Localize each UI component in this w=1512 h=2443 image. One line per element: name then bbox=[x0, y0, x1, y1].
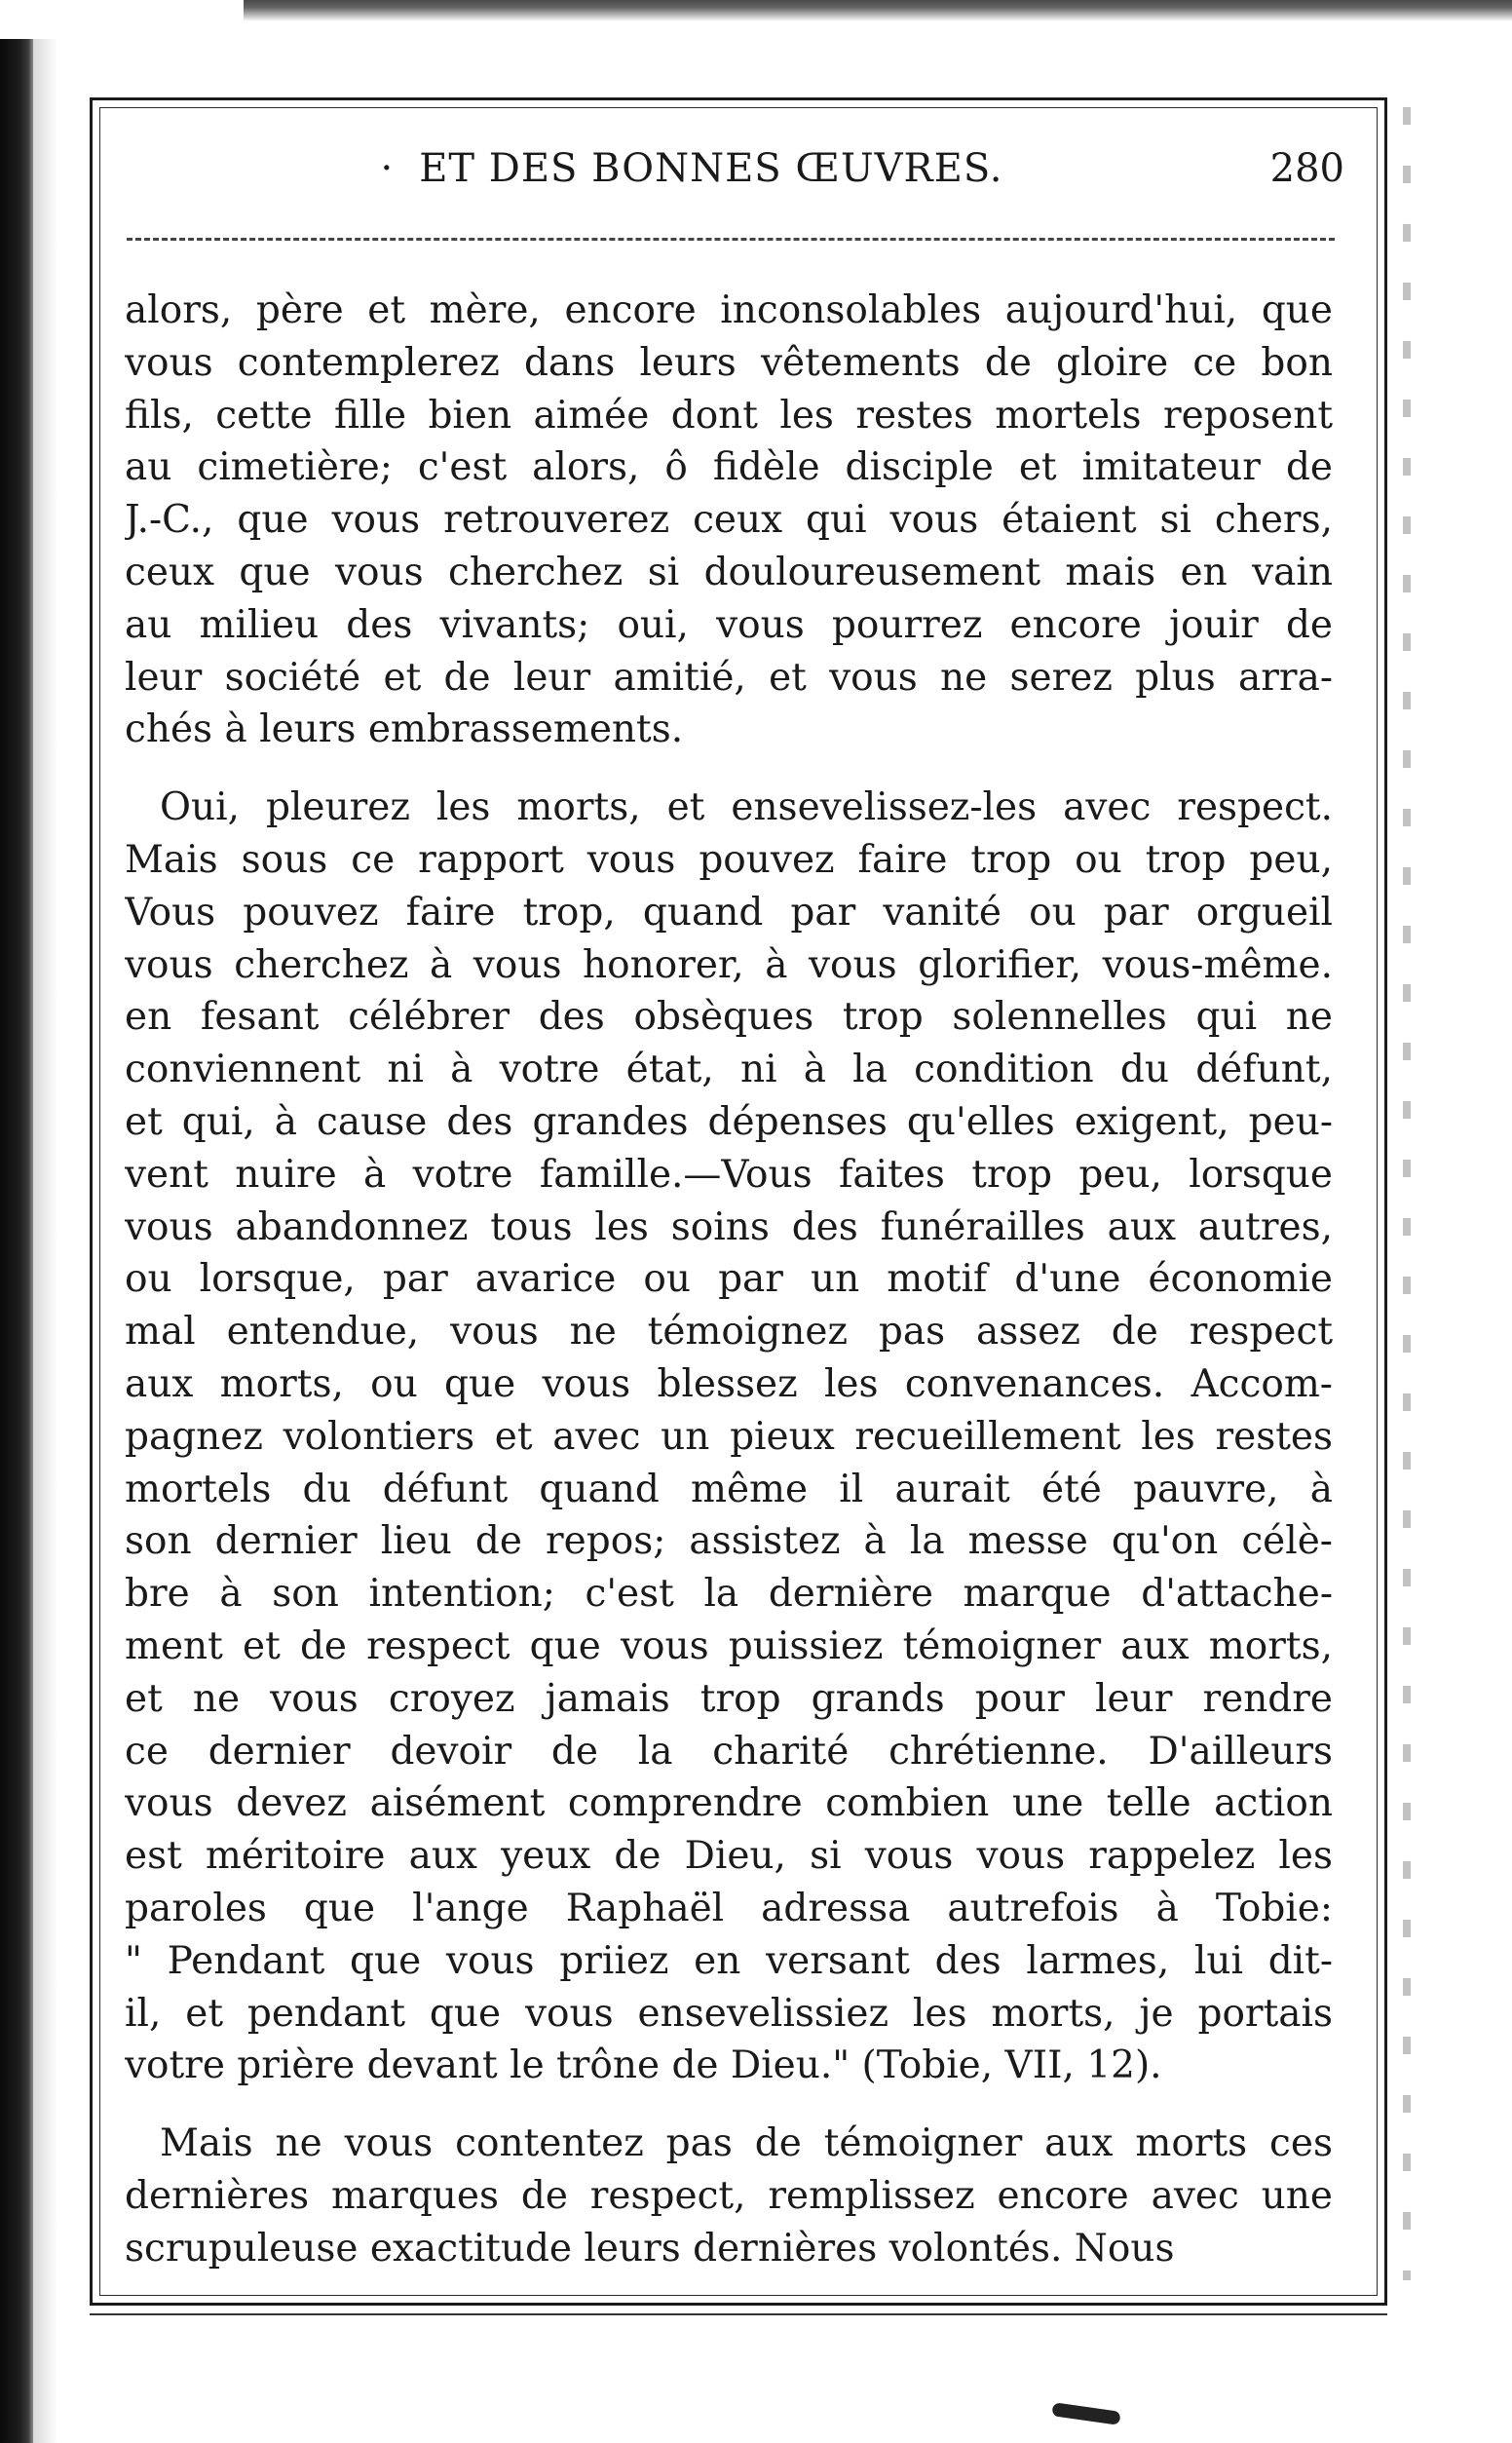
paragraph bbox=[125, 285, 1333, 756]
text-line: en fesant célébrer des obsèques trop solennelles qui ne bbox=[125, 995, 1333, 1040]
text-line: et qui, à cause des grandes dépenses qu'elles exigent, peu- bbox=[125, 1099, 1333, 1144]
binding-gutter bbox=[33, 39, 74, 2443]
text-line: vous abandonnez tous les soins des funérailles aux autres, bbox=[125, 1204, 1333, 1249]
text-line: fils, cette fille bien aimée dont les restes mortels reposent bbox=[125, 393, 1333, 438]
text-line: pagnez volontiers et avec un pieux recueillement les restes bbox=[125, 1414, 1333, 1459]
text-line: ou lorsque, par avarice ou par un motif d'une économie bbox=[125, 1257, 1333, 1302]
book-binding-shadow bbox=[0, 39, 33, 2443]
text-line: vous devez aisément comprendre combien une telle action bbox=[125, 1781, 1333, 1826]
paragraph bbox=[125, 2118, 1333, 2274]
text-line: et ne vous croyez jamais trop grands pour leur rendre bbox=[125, 1676, 1333, 1721]
paragraph-gap bbox=[125, 756, 1333, 782]
text-line: " Pendant que vous priiez en versant des larmes, lui dit- bbox=[125, 1938, 1333, 1983]
paragraph-gap bbox=[125, 2092, 1333, 2118]
text-line: vous contemplerez dans leurs vêtements de gloire ce bon bbox=[125, 340, 1333, 385]
text-line: paroles que l'ange Raphaël adressa autrefois à Tobie: bbox=[125, 1886, 1333, 1930]
paragraph bbox=[125, 782, 1333, 2092]
text-line: vous cherchez à vous honorer, à vous glorifier, vous-même. bbox=[125, 942, 1333, 987]
text-line: J.-C., que vous retrouverez ceux qui vous étaient si chers, bbox=[125, 498, 1333, 543]
text-line: Vous pouvez faire trop, quand par vanité ou par orgueil bbox=[125, 890, 1333, 935]
text-line: leur société et de leur amitié, et vous ne serez plus arra- bbox=[125, 655, 1333, 700]
text-line: son dernier lieu de repos; assistez à la messe qu'on célè- bbox=[125, 1519, 1333, 1564]
running-head bbox=[351, 146, 1033, 191]
text-line: ce dernier devoir de la charité chrétienne. D'ailleurs bbox=[125, 1729, 1333, 1774]
text-line: bre à son intention; c'est la dernière marque d'attache- bbox=[125, 1572, 1333, 1617]
text-line: au milieu des vivants; oui, vous pourrez encore jouir de bbox=[125, 602, 1333, 647]
text-line: Mais ne vous contentez pas de témoigner aux morts ces bbox=[160, 2121, 1333, 2166]
text-line: dernières marques de respect, remplissez encore avec une bbox=[125, 2173, 1333, 2218]
running-head-title: ET DES BONNES ŒUVRES. bbox=[419, 146, 1003, 191]
body-text bbox=[125, 285, 1333, 2274]
margin-marks bbox=[1403, 107, 1411, 2280]
text-line: chés à leurs embrassements. bbox=[125, 707, 684, 752]
text-line: Oui, pleurez les morts, et ensevelissez-les avec respect. bbox=[160, 785, 1333, 830]
page-number: 280 bbox=[1269, 146, 1344, 191]
text-line: mal entendue, vous ne témoignez pas assez de respect bbox=[125, 1310, 1333, 1355]
scan-top-smudge bbox=[244, 0, 1512, 21]
text-line: scrupuleuse exactitude leurs dernières volontés. Nous bbox=[125, 2226, 1175, 2271]
text-line: est méritoire aux yeux de Dieu, si vous vous rappelez les bbox=[125, 1834, 1333, 1879]
text-line: au cimetière; c'est alors, ô fidèle disciple et imitateur de bbox=[125, 445, 1333, 490]
text-line: conviennent ni à votre état, ni à la condition du défunt, bbox=[125, 1048, 1333, 1092]
text-line: Mais sous ce rapport vous pouvez faire trop ou trop peu, bbox=[125, 837, 1333, 882]
bottom-rule bbox=[90, 2313, 1387, 2315]
text-line: ceux que vous cherchez si douloureusement mais en vain bbox=[125, 550, 1333, 594]
running-head-bullet: · bbox=[380, 146, 395, 191]
text-line: il, et pendant que vous ensevelissiez les morts, je portais bbox=[125, 1991, 1333, 2036]
text-line: vent nuire à votre famille.—Vous faites trop peu, lorsque bbox=[125, 1152, 1333, 1197]
stray-ink-mark bbox=[1051, 2402, 1120, 2425]
text-line: votre prière devant le trône de Dieu." (Tobie, VII, 12). bbox=[125, 2043, 1162, 2088]
text-line: mortels du défunt quand même il aurait été pauvre, à bbox=[125, 1467, 1333, 1511]
header-rule bbox=[127, 238, 1335, 241]
text-line: aux morts, ou que vous blessez les convenances. Accom- bbox=[125, 1361, 1333, 1406]
text-line: alors, père et mère, encore inconsolables aujourd'hui, que bbox=[125, 288, 1333, 332]
text-line: ment et de respect que vous puissiez témoigner aux morts, bbox=[125, 1623, 1333, 1668]
